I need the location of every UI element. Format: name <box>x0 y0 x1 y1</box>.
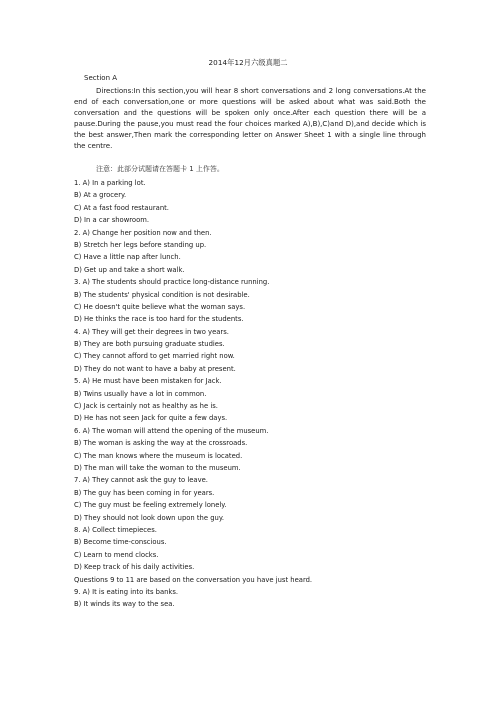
question-list <box>74 177 434 611</box>
conversation-intro: Questions 9 to 11 are based on the conversation you have just heard. <box>74 575 313 584</box>
choice-line: C) Learn to mend clocks. <box>74 550 159 559</box>
choice-line: C) He doesn't quite believe what the woman says. <box>74 302 246 311</box>
choice-line: C) They cannot afford to get married right now. <box>74 352 235 361</box>
choice-line: D) In a car showroom. <box>74 216 150 225</box>
choice-line: D) Get up and take a short walk. <box>74 265 185 274</box>
choice-line: B) At a grocery. <box>74 191 127 200</box>
choice-line: D) The man will take the woman to the museum. <box>74 463 241 472</box>
choice-line: D) They do not want to have a baby at present. <box>74 364 236 373</box>
choice-line: D) He has not seen Jack for quite a few days. <box>74 414 228 423</box>
choice-line: D) They should not look down upon the guy. <box>74 513 225 522</box>
question-line: 2. A) Change her position now and then. <box>74 228 212 237</box>
page-title: 2014年12月六级真题二 <box>208 58 288 67</box>
choice-line: B) It winds its way to the sea. <box>74 600 175 609</box>
section-heading: Section A <box>84 74 118 82</box>
choice-line: B) Stretch her legs before standing up. <box>74 240 207 249</box>
choice-line: B) The guy has been coming in for years. <box>74 488 215 497</box>
question-line: 3. A) The students should practice long-distance running. <box>74 278 270 287</box>
question-line: 9. A) It is eating into its banks. <box>74 587 179 596</box>
answer-sheet-note: 注意：此部分试题请在答题卡 1 上作答。 <box>96 165 224 173</box>
choice-line: C) The guy must be feeling extremely lonely. <box>74 501 227 510</box>
choice-line: D) Keep track of his daily activities. <box>74 563 195 572</box>
choice-line: D) He thinks the race is too hard for the students. <box>74 315 244 324</box>
question-line: 8. A) Collect timepieces. <box>74 525 157 534</box>
choice-line: B) Twins usually have a lot in common. <box>74 389 207 398</box>
question-line: 7. A) They cannot ask the guy to leave. <box>74 476 208 485</box>
choice-line: C) Have a little nap after lunch. <box>74 253 181 262</box>
choice-line: B) They are both pursuing graduate studies. <box>74 340 225 349</box>
question-line: 5. A) He must have been mistaken for Jack. <box>74 377 222 386</box>
choice-line: B) The students' physical condition is not desirable. <box>74 290 250 299</box>
question-line: 4. A) They will get their degrees in two years. <box>74 327 229 336</box>
choice-line: C) The man knows where the museum is located. <box>74 451 243 460</box>
question-line: 6. A) The woman will attend the opening of the museum. <box>74 426 269 435</box>
directions-paragraph: Directions:In this section,you will hear 8 short conversations and 2 long conversations.At the end of each conversation,one or more questions will be asked about what was said.Both the conversation and the questions will be spoken only once.After each question there will be a pause.During the pause,you must read the four choices marked A),B),C)and D),and decide which is the best answer,Then mark the corresponding letter on Answer Sheet 1 with a single line through the centre. <box>74 87 426 151</box>
question-line: 1. A) In a parking lot. <box>74 179 146 187</box>
choice-line: B) The woman is asking the way at the crossroads. <box>74 439 248 448</box>
choice-line: B) Become time-conscious. <box>74 538 167 547</box>
choice-line: C) Jack is certainly not as healthy as he is. <box>74 402 218 411</box>
choice-line: C) At a fast food restaurant. <box>74 203 169 212</box>
